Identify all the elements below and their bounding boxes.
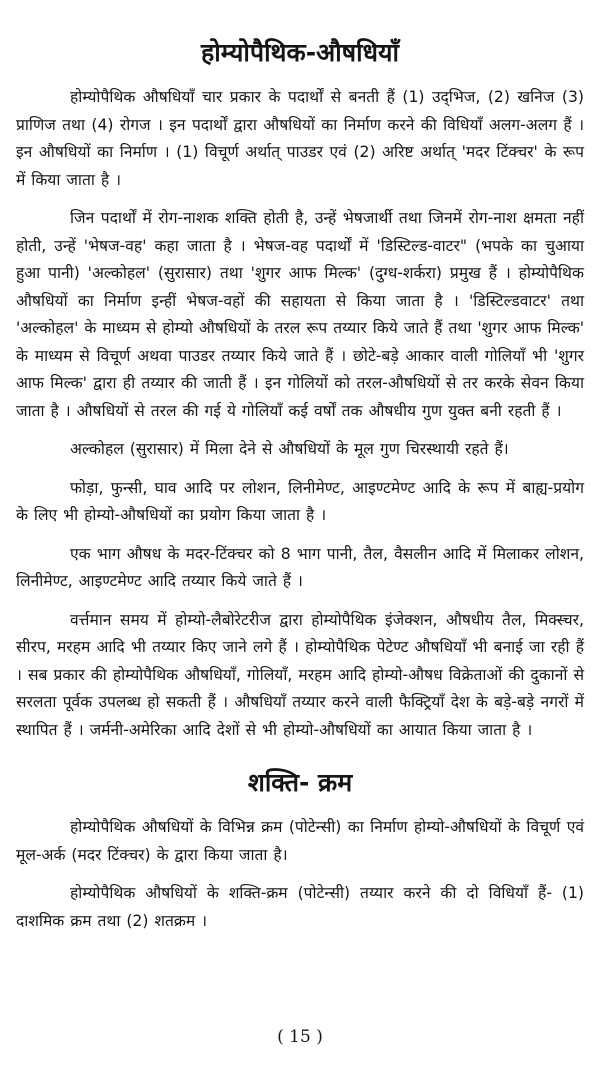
section-paragraph-2: होम्योपैथिक औषधियों के शक्ति-क्रम (पोटेन्सी) तय्यार करने की दो विधियाँ हैं- (1) दाशमिक क्रम तथा (2) शतक्रम ।	[16, 884, 584, 930]
section-title: शक्ति- क्रम	[247, 768, 353, 797]
paragraph-6: वर्त्तमान समय में होम्यो-लैबोरेटरीज द्वारा होम्योपैथिक इंजेक्शन, औषधीय तैल, मिक्स्चर, सीरप, मरहम आदि भी तय्यार किए जाने लगे हैं । होम्योपैथिक पेटेण्ट औषधियाँ भी बनाई जा रही हैं । सब प्रकार की होम्योपैथिक औषधियाँ, गोलियाँ, मरहम आदि होम्यो-औषध विक्रेताओं की दुकानों से सरलता पूर्वक उपलब्ध हो सकती हैं । औषधियाँ तय्यार करने वाली फैक्ट्रियाँ देश के बड़े-बड़े नगरों में स्थापित हैं । जर्मनी-अमेरिका आदि देशों से भी होम्यो-औषधियों का आयात किया जाता है ।	[16, 610, 584, 739]
page-number: ( 15 )	[277, 1027, 323, 1047]
paragraph-3: अल्कोहल (सुरासार) में मिला देने से औषधियों के मूल गुण चिरस्थायी रहते हैं।	[70, 440, 509, 458]
section-paragraph-1: होम्योपैथिक औषधियों के विभिन्न क्रम (पोटेन्सी) का निर्माण होम्यो-औषधियों के विचूर्ण एवं मूल-अर्क (मदर टिंक्चर) के द्वारा किया जाता है।	[16, 818, 584, 864]
paragraph-1: होम्योपैथिक औषधियाँ चार प्रकार के पदार्थों से बनती हैं (1) उद्‌भिज, (2) खनिज (3) प्राणिज तथा (4) रोगज । इन पदार्थों द्वारा औषधियों का निर्माण करने की विधियाँ अलग-अलग हैं । इन औषधियों का निर्माण । (1) विचूर्ण अर्थात् पाउडर एवं (2) अरिष्ट अर्थात् 'मदर टिंक्चर' के रूप में किया जाता है ।	[16, 88, 584, 189]
page-title: होम्योपैथिक-औषधियाँ	[201, 38, 399, 67]
paragraph-2: जिन पदार्थों में रोग-नाशक शक्ति होती है, उन्हें भेषजार्थी तथा जिनमें रोग-नाश क्षमता नहीं होती, उन्हें 'भेषज-वह' कहा जाता है । भेषज-वह पदार्थों में 'डिस्टिल्ड-वाटर" (भपके का चुआया हुआ पानी) 'अल्कोहल' (सुरासार) तथा 'शुगर आफ मिल्क' (दुग्ध-शर्करा) प्रमुख हैं । होम्योपैथिक औषधियों का निर्माण इन्हीं भेषज-वहों की सहायता से किया जाता है । 'डिस्टिल्डवाटर' तथा 'अल्कोहल' के माध्यम से होम्यो औषधियों के तरल रूप तय्यार किये जाते हैं तथा 'शुगर आफ मिल्क' के माध्यम से विचूर्ण अथवा पाउडर तय्यार किये जाते हैं । छोटे-बड़े आकार वाली गोलियाँ भी 'शुगर आफ मिल्क' द्वारा ही तय्यार की जाती हैं । इन गोलियों को तरल-औषधियों से तर करके सेवन किया जाता है । औषधियों से तरल की गई ये गोलियाँ कई वर्षों तक औषधीय गुण युक्त बनी रहती हैं ।	[16, 209, 584, 420]
paragraph-4: फोड़ा, फुन्सी, घाव आदि पर लोशन, लिनीमेण्ट, आइण्टमेण्ट आदि के रूप में बाह्य-प्रयोग के लिए भी होम्यो-औषधियों का प्रयोग किया जाता है ।	[16, 478, 584, 524]
paragraph-5: एक भाग औषध के मदर-टिंक्चर को 8 भाग पानी, तैल, वैसलीन आदि में मिलाकर लोशन, लिनीमेण्ट, आइण्टमेण्ट आदि तय्यार किये जाते हैं ।	[16, 544, 584, 590]
